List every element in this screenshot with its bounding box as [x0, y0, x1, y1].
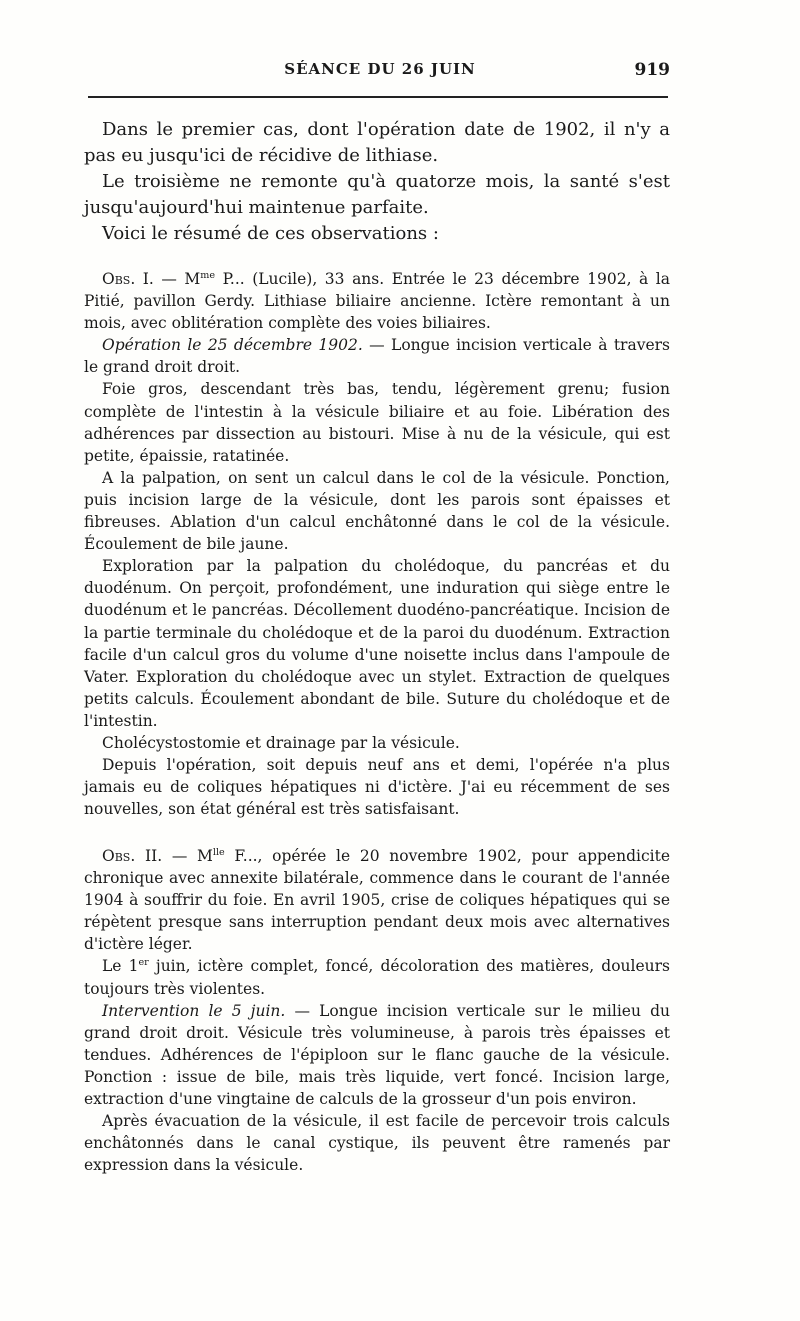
page-header — [90, 60, 670, 86]
obs1-paragraph: Cholécystostomie et drainage par la vésicule. — [102, 733, 460, 752]
intro-paragraph: Dans le premier cas, dont l'opération date de 1902, il n'y a pas eu jusqu'ici de récidive de lithiase. — [84, 119, 670, 166]
intro-paragraph: Voici le résumé de ces observations : — [102, 223, 439, 244]
obs1-patient-text: P... (Lucile), 33 ans. Entrée le 23 décembre 1902, à la Pitié, pavillon Gerdy. Lithiase biliaire ancienne. Ictère remontant à un mois, avec oblitération complète des voies biliaires. — [84, 270, 671, 333]
obs2-intervention-text: — Longue incision verticale sur le milieu du grand droit droit. Vésicule très volumineuse, à parois très épaisses et tendues. Adhérences de l'épiploon sur le flanc gauche de la vésicule. Ponction : issue de bile, mais très liquide, vert foncé. Incision large, extraction d'une vingtaine de calculs de la grosseur d'un pois environ. — [84, 1001, 670, 1109]
obs1-label: Obs. I. — [102, 270, 154, 288]
obs2-juin-paragraph — [84, 955, 670, 999]
obs2-patient-text: F..., opérée le 20 novembre 1902, pour appendicite chronique avec annexite bilatérale, commence dans le courant de l'année 1904 à souffrir du foie. En avril 1905, crise de coliques hépatiques qui se répètent presque sans interruption pendant deux mois avec alternatives d'ictère léger. — [84, 847, 671, 954]
obs2-juin-sup: er — [138, 957, 149, 969]
obs1-patient-prefix: M — [184, 270, 201, 288]
observation-1 — [84, 268, 670, 820]
obs2-patient-sup: lle — [212, 846, 225, 858]
obs2-dash: — — [162, 847, 198, 865]
obs2-patient-paragraph — [84, 845, 670, 955]
observation-2 — [84, 845, 670, 1176]
obs1-paragraph: Exploration par la palpation du cholédoque, du pancréas et du duodénum. On perçoit, profondément, une induration qui siège entre le duodénum et le pancréas. Décollement duodéno-pancréatique. Incision de la partie terminale du cholédoque et de la paroi du duodénum. Extraction facile d'un calcul gros du volume d'une noisette inclus dans l'ampoule de Vater. Exploration du cholédoque avec un stylet. Extraction de quelques petits calculs. Écoulement abondant de bile. Suture du cholédoque et de l'intestin. — [84, 557, 670, 730]
obs2-juin-prefix: Le 1 — [102, 957, 139, 976]
obs2-paragraph: Après évacuation de la vésicule, il est facile de percevoir trois calculs enchâtonnés dans le canal cystique, ils peuvent être ramenés par expression dans la vésicule. — [84, 1112, 670, 1175]
obs2-intervention-label: Intervention le 5 juin. — [102, 1001, 286, 1020]
obs1-operation-label: Opération le 25 décembre 1902. — [102, 336, 363, 355]
obs2-patient-prefix: M — [197, 847, 213, 865]
obs2-label: Obs. II. — [102, 847, 163, 865]
obs1-paragraph: A la palpation, on sent un calcul dans le col de la vésicule. Ponction, puis incision large de la vésicule, dont les parois sont épaisses et fibreuses. Ablation d'un calcul enchâtonné dans le col de la vésicule. Écoulement de bile jaune. — [84, 468, 670, 554]
obs1-operation-text: — Longue incision verticale à travers le grand droit droit. — [84, 336, 670, 377]
running-title: SÉANCE DU 26 JUIN — [284, 60, 476, 78]
obs1-patient-paragraph — [84, 268, 670, 334]
obs1-paragraph: Foie gros, descendant très bas, tendu, légèrement grenu; fusion complète de l'intestin à la vésicule biliaire et au foie. Libération des adhérences par dissection au bistouri. Mise à nu de la vésicule, qui est petite, épaissie, ratatinée. — [84, 380, 670, 465]
page-number: 919 — [634, 60, 670, 80]
obs1-patient-sup: me — [200, 269, 216, 281]
obs1-dash: — — [153, 270, 185, 288]
header-rule — [88, 96, 668, 98]
obs2-intervention-paragraph — [84, 1000, 670, 1110]
obs2-juin-text: juin, ictère complet, foncé, décoloration des matières, douleurs toujours très violentes. — [84, 957, 671, 998]
intro-paragraph: Le troisième ne remonte qu'à quatorze mois, la santé s'est jusqu'aujourd'hui maintenue parfaite. — [84, 171, 670, 218]
obs1-operation-paragraph — [84, 334, 670, 378]
intro-section — [84, 117, 670, 247]
obs1-paragraph: Depuis l'opération, soit depuis neuf ans et demi, l'opérée n'a plus jamais eu de coliques hépatiques ni d'ictère. J'ai eu récemment de ses nouvelles, son état général est très satisfaisant. — [84, 756, 670, 819]
